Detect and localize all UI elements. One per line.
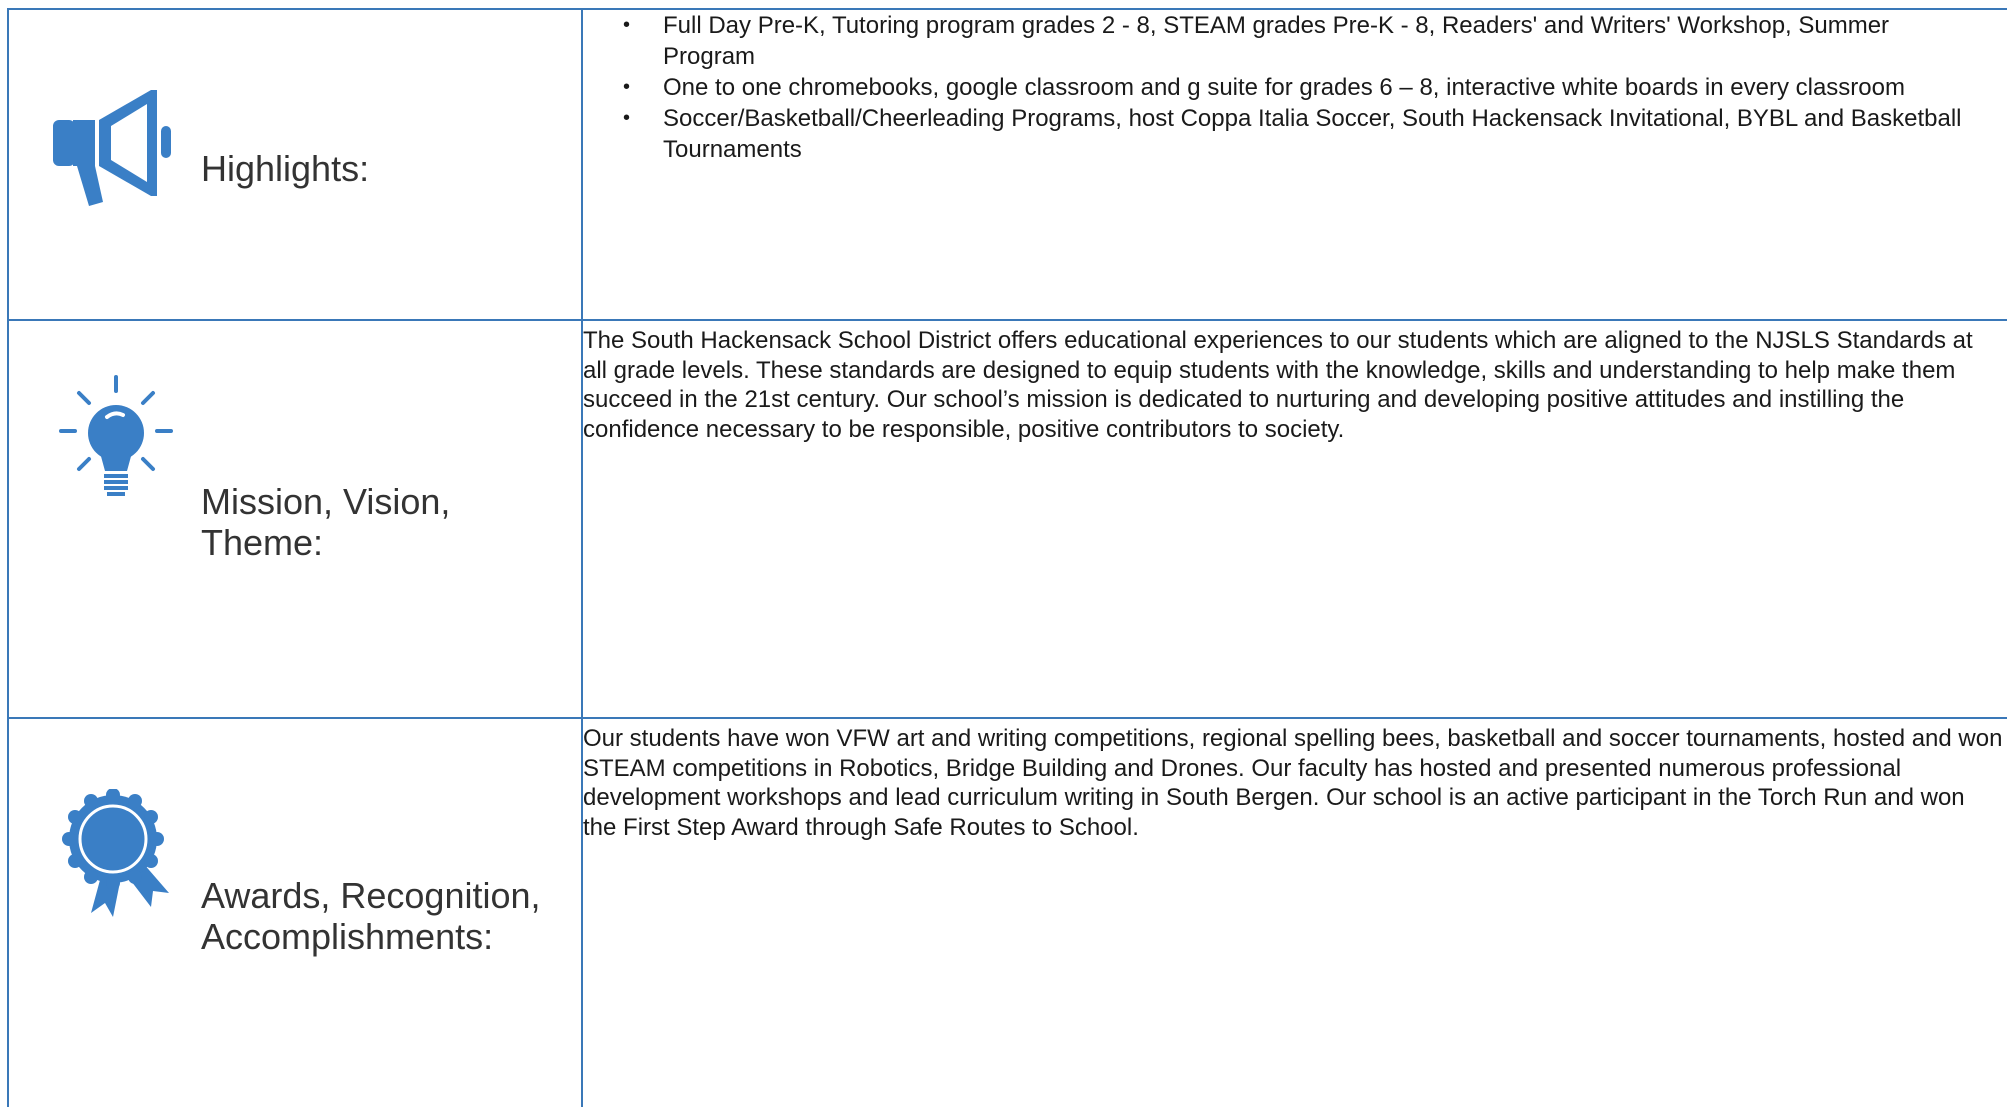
megaphone-icon: [51, 80, 181, 215]
award-ribbon-icon: [51, 789, 181, 924]
awards-text: Our students have won VFW art and writing competitions, regional spelling bees, basketball and soccer tournaments, hosted and won STEAM competitions in Robotics, Bridge Building and Drones. Our faculty has hosted and presented numerous professional development workshops and lead curriculum writing in South Bergen. Our school is an active participant in the Torch Run and won the First Step Award through Safe Routes to School.: [583, 725, 2003, 841]
highlights-content-cell: [583, 10, 2007, 320]
mission-row: [7, 319, 2007, 719]
highlights-list: [583, 10, 1983, 165]
bullet-marker: •: [623, 76, 631, 98]
mission-label: [201, 481, 450, 563]
mission-label-cell: [9, 321, 583, 719]
mission-label-line1: Mission, Vision,: [201, 481, 451, 522]
awards-label-line2: Accomplishments:: [201, 916, 494, 957]
mission-text: The South Hackensack School District offers educational experiences to our students which are aligned to the NJSLS Standards at all grade levels. These standards are designed to equip students with the knowledge, skills and understanding to help make them succeed in the 21st century. Our school’s mission is dedicated to nurturing and developing positive attitudes and instilling the confidence necessary to be responsible, positive contributors to society.: [583, 327, 1973, 443]
list-item-text: Soccer/Basketball/Cheerleading Programs, host Coppa Italia Soccer, South Hackensack Invitational, BYBL and Basketball Tournaments: [663, 105, 1962, 163]
highlights-label-cell: [9, 10, 583, 320]
awards-row: [7, 717, 2007, 1107]
awards-content-cell: [583, 719, 2007, 1107]
list-item: [583, 72, 1983, 103]
list-item: [583, 103, 1983, 165]
bullet-marker: •: [623, 107, 631, 129]
bullet-marker: •: [623, 14, 631, 36]
highlights-label: Highlights:: [201, 148, 370, 189]
mission-content-cell: [583, 321, 2007, 719]
highlights-row: [7, 8, 2007, 320]
awards-label-line1: Awards, Recognition,: [201, 875, 541, 916]
lightbulb-icon: [51, 373, 181, 518]
mission-label-line2: Theme:: [201, 522, 324, 563]
list-item: [583, 10, 1983, 72]
awards-label: [201, 875, 541, 957]
list-item-text: One to one chromebooks, google classroom and g suite for grades 6 – 8, interactive white boards in every classroom: [663, 74, 1905, 101]
awards-label-cell: [9, 719, 583, 1107]
list-item-text: Full Day Pre-K, Tutoring program grades 2 - 8, STEAM grades Pre-K - 8, Readers' and Writers' Workshop, Summer Program: [663, 12, 1890, 70]
